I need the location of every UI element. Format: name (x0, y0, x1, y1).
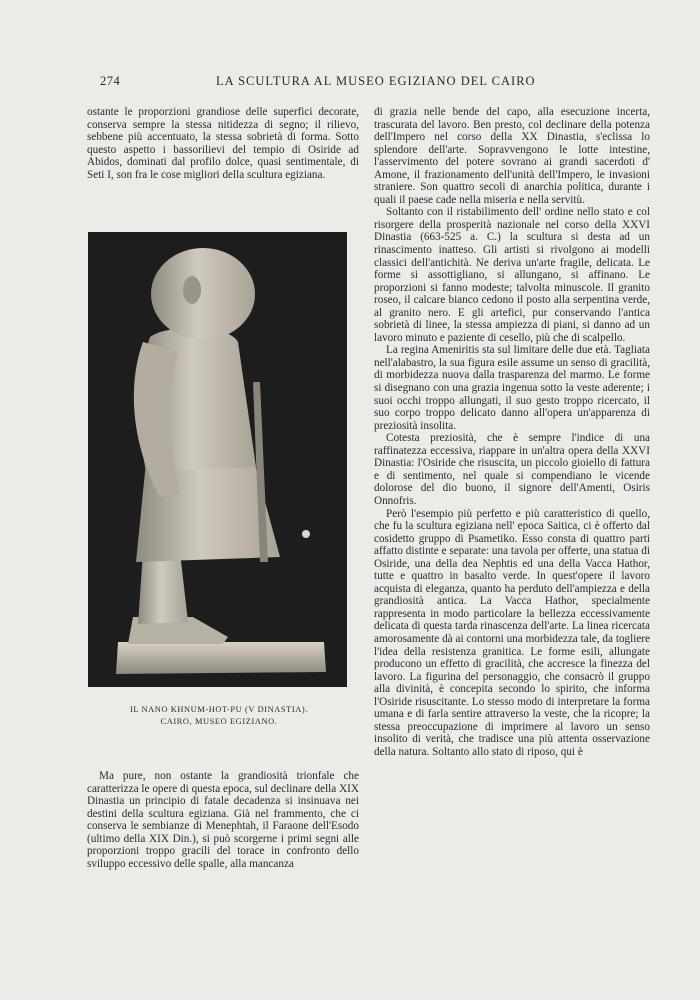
paragraph: La regina Ameniritis sta sul limitare delle due età. Tagliata nell'alabastro, la sua figura esile assume un senso di gracilità, di morbidezza nuova dalla trasparenza del marmo. Le forme si disegnano con una grazia ingenua sotto la veste aderente; i suoi occhi troppo allungati, il suo gesto troppo ricercato, il suo corpo troppo delicato danno all'opera un'apparenza di preziosità insolita. (374, 344, 650, 432)
page-header (84, 74, 650, 92)
paragraph: ostante le proporzioni grandiose delle superfici decorate, conserva sempre la stessa nitidezza di segno; il rilievo, sebbene più accentuato, la stessa sobrietà di forma. Sotto questo aspetto i bassorilievi del tempio di Osiride ad Abidos, dominati dal profilo dolce, quasi sentimentale, di Seti I, son fra le cose migliori della scultura egiziana. (87, 106, 359, 181)
right-column (374, 106, 650, 758)
caption-line: IL NANO KHNUM-HOT-PU (V DINASTIA). (129, 705, 309, 714)
figure-caption (88, 704, 350, 728)
running-title: LA SCULTURA AL MUSEO EGIZIANO DEL CAIRO (216, 74, 536, 88)
statue-photograph (88, 232, 347, 687)
page-number: 274 (100, 74, 121, 88)
paragraph: Ma pure, non ostante la grandiosità trionfale che caratterizza le opere di questa epoca, sul declinare della XIX Dinastia un principio di fatale decadenza si insinuava nei destini della scultura egiziana. Già nel frammento, che ci conserva le sembianze di Menephtah, il Faraone dell'Esodo (ultimo della XIX Din.), si può scorgerne i primi segni alle proporzioni troppo gracili del torace in confronto dello sviluppo eccessivo delle spalle, alla mancanza (87, 770, 359, 870)
dwarf-statue-image (88, 232, 347, 687)
paragraph: Soltanto con il ristabilimento dell' ordine nello stato e col risorgere della prosperità nazionale nel corso della XXVI Dinastia (663-525 a. C.) la scultura si desta ad un rinascimento inatteso. Gli artisti si rivolgono ai modelli classici dell'antichità. Ne deriva un'arte fragile, delicata. Le forme si assottigliano, si allungano, si affinano. Le proporzioni si fanno modeste; talvolta minuscole. Il granito roseo, il calcare bianco cedono il posto alla serpentina verde, al granito nero. E gli artefici, pur conservando l'antica sobrietà di linee, la stessa ampiezza di piani, si danno ad un lavoro minuto e paziente di cesello, più che di scalpello. (374, 206, 650, 344)
left-column-bottom (87, 770, 359, 870)
caption-line: CAIRO, MUSEO EGIZIANO. (160, 717, 278, 726)
paragraph: Cotesta preziosità, che è sempre l'indice di una raffinatezza eccessiva, riappare in un'altra opera della XXVI Dinastia: l'Osiride che risuscita, un piccolo gioiello di fattura e di sentimento, nel quale si compendiano le vicende dolorose del dio buono, il signore dell'Amenti, Osiris Onnofris. (374, 432, 650, 507)
paragraph: di grazia nelle bende del capo, alla esecuzione incerta, trascurata del lavoro. Ben presto, col declinare della potenza dell'Impero nel corso della XX Dinastia, s'eclissa lo splendore dell'arte. Sopravvengono le lotte intestine, l'asservimento del potere sovrano ai grandi sacerdoti d' Amone, il frazionamento dell'unità dell'Impero, le invasioni straniere. Son quattro secoli di anarchia politica, durante i quali il paese cade nella miseria e nella servitù. (374, 106, 650, 206)
left-column-top (87, 106, 359, 181)
paragraph: Però l'esempio più perfetto e più caratteristico di quello, che fu la scultura egiziana nell' epoca Saitica, ci è offerto dal cosidetto gruppo di Psametiko. Esso consta di quattro parti affatto distinte e separate: una tavola per offerte, una statua di Osiride, una della dea Nephtis ed una della Vacca Hathor, tutte e quattro in basalto verde. In quest'opere il lavoro acquista di eleganza, quanto ha perduto dell'ampiezza e della grandiosità antica. La Vacca Hathor, specialmente rappresenta in modo particolare la bellezza eccessivamente delicata di questa tarda rinascenza dell'arte. La linea ricercata amorosamente dà ai contorni una morbidezza tale, da togliere l'idea della resistenza granitica. Le forme esili, allungate producono un effetto di gracilità, che accresce la finezza del lavoro. La figurina del personaggio, che consacrò il gruppo alla divinità, è concepita secondo lo spirito, che informa l'Osiride risuscitante. Lo stesso modo di interpretare la forma umana e di farla sentire attraverso la veste, che la ricopre; la stessa preoccupazione di imprimere al lavoro un senso insolito di verità, che tradisce una più attenta osservazione della natura. Soltanto allo stato di riposo, qui è (374, 507, 650, 758)
